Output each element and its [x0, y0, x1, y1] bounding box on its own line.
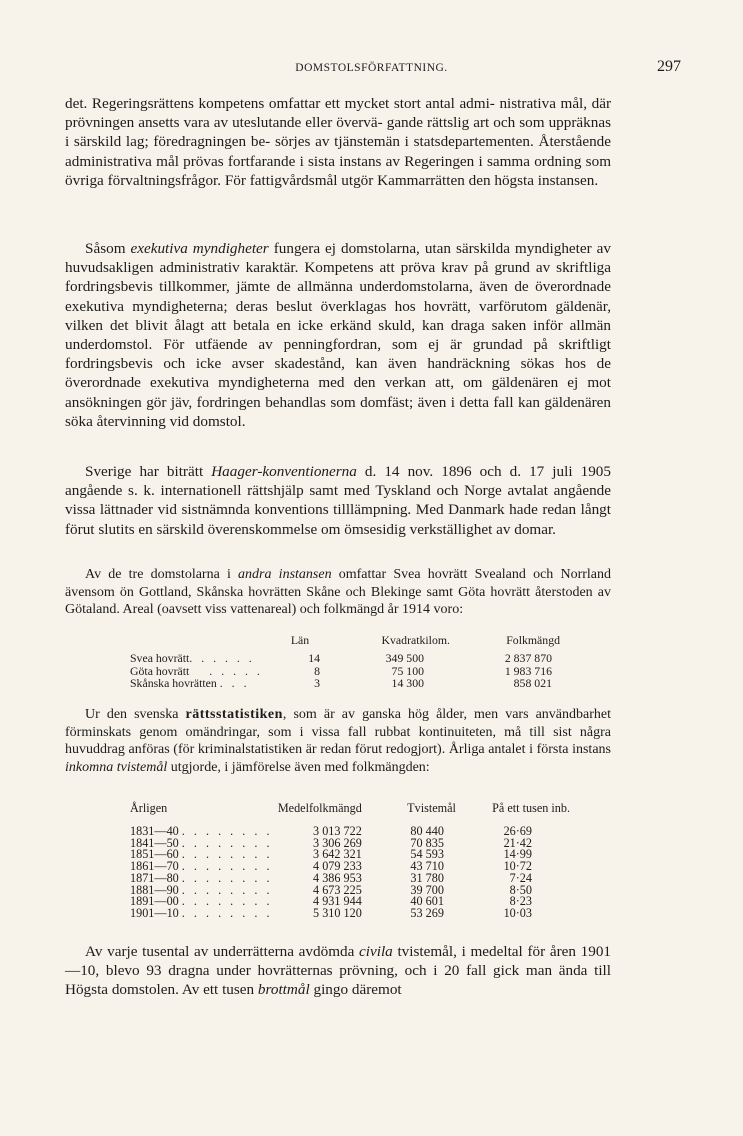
cell-per: 10·72: [503, 859, 532, 874]
cell-km: 349 500: [385, 651, 424, 665]
text-run: Sverige har biträtt: [85, 463, 212, 480]
italic-term: Haager-konventionerna: [211, 463, 357, 480]
cell-lan: 14: [308, 651, 320, 665]
paragraph-haager: [65, 462, 611, 539]
text-line: sörjes av tjänstemän i statsdepartementen. Återstående administrativa: [65, 133, 612, 170]
cell-folk: 1 983 716: [504, 663, 552, 678]
row-label: 1901—10 . . . . . . . .: [130, 905, 273, 920]
table-row: [130, 652, 560, 665]
row-label: Svea hovrätt. . . . . .: [130, 651, 255, 665]
text-run: Ur den svenska: [85, 707, 186, 722]
cell-per: 8·50: [509, 882, 532, 897]
row-label: 1891—00 . . . . . . . .: [130, 894, 273, 909]
cell-folk: 4 079 233: [313, 859, 362, 874]
cell-per: 26·69: [503, 824, 532, 838]
cell-tvist: 40 601: [410, 894, 444, 909]
text-run: utgjorde, i jämförelse även med folkmängden:: [167, 760, 430, 776]
cell-tvist: 43 710: [410, 859, 444, 874]
text-line: det. Regeringsrättens kompetens omfattar ett mycket stort antal admi-: [65, 95, 495, 112]
cell-folk: 3 013 722: [313, 824, 362, 838]
cell-lan: 3: [314, 676, 320, 690]
page-number: 297: [657, 58, 681, 75]
cell-per: 7·24: [509, 870, 532, 885]
cell-tvist: 39 700: [410, 882, 444, 897]
cell-folk: 3 306 269: [313, 835, 362, 850]
cell-per: 14·99: [503, 847, 532, 862]
italic-term: civila: [359, 943, 393, 960]
table-header-row: [130, 633, 560, 652]
text-run: Såsom: [85, 240, 131, 257]
paragraph-regeringsratt: [65, 94, 611, 190]
text-run: tvistemål, i medeltal för åren 1901—10, blevo 93 dragna under hovrätternas prövning, och i 20 fall gick man ända till Högsta domstolen. Av ett tusen: [65, 943, 612, 999]
text-run: Av varje tusental av underrätterna avdömda: [85, 943, 360, 960]
italic-term: inkomna tvistemål: [65, 760, 168, 776]
cell-folk: 4 386 953: [313, 870, 362, 885]
row-label: Göta hovrätt . . . . .: [130, 663, 263, 678]
page-header: [62, 58, 681, 84]
column-header-tvistemal: Tvistemål: [407, 801, 456, 815]
bold-term: rättsstatistiken: [185, 707, 283, 722]
cell-per: 8·23: [509, 894, 532, 909]
column-header-folk: Folkmängd: [506, 633, 560, 647]
row-label: 1851—60 . . . . . . . .: [130, 847, 273, 862]
row-label: 1841—50 . . . . . . . .: [130, 835, 273, 850]
tvistemal-table: [130, 801, 570, 920]
text-line: mål prövas fortfarande i sista instans av Regeringen i samma ordning som: [156, 152, 612, 170]
cell-per: 10·03: [503, 905, 532, 920]
text-run: Av de tre domstolarna i: [85, 567, 239, 582]
running-head: DOMSTOLSFÖRFATTNING.: [295, 62, 448, 74]
cell-tvist: 70 835: [410, 835, 444, 850]
cell-tvist: 80 440: [410, 824, 444, 838]
text-run: gingo däremot: [309, 981, 402, 999]
cell-km: 14 300: [391, 676, 424, 690]
table-row: [130, 677, 560, 690]
row-label: 1831—40 . . . . . . . .: [130, 824, 273, 838]
italic-term: andra instansen: [238, 567, 332, 582]
cell-km: 75 100: [391, 663, 424, 678]
text-line: högsta instansen.: [494, 171, 599, 189]
text-run: d. 14 nov. 1896 och d. 17 juli 1905 angående s. k. internationell rättshjälp samt med Tyskland och Norge avtalat angående vissa lättnader vid sistnämnda konventions tilllämpning. Med Danmark hade redan långt förut slutits en särskild överenskommelse om ömsesidig verkställighet av domar.: [65, 463, 611, 538]
text-run: omfattar Svea hovrätt Svealand och Norrland ävensom ön Gottland, Skånska hovrätten Skåne och Blekinge samt Göta hovrätt återstoden av Götaland. Areal (oavsett viss vattenareal) och folkmängd år 1914 voro:: [65, 567, 612, 618]
text-line: övriga förvaltningsfrågor. För fattigvårdsmål utgör Kammarrätten den: [65, 171, 491, 189]
hovratt-table: [130, 633, 560, 690]
italic-term: exekutiva myndigheter: [130, 240, 269, 257]
row-label: Skånska hovrätten . . .: [130, 676, 250, 690]
cell-folk: 2 837 870: [504, 651, 552, 665]
column-header-lan: Län: [290, 633, 310, 647]
cell-lan: 8: [314, 663, 320, 678]
row-label: 1881—90 . . . . . . . .: [130, 882, 273, 897]
cell-tvist: 54 593: [410, 847, 444, 862]
text-line: gande rättslig art och som uppräknas i särskild lag; föredragningen be-: [65, 114, 611, 151]
paragraph-rattsstatistik: [65, 706, 611, 777]
cell-folk: 3 642 321: [313, 847, 362, 862]
cell-folk: 5 310 120: [313, 905, 362, 920]
paragraph-exekutiva: [65, 239, 611, 431]
paragraph-civila-tvistemal: [65, 942, 611, 1000]
cell-folk: 858 021: [513, 676, 552, 690]
row-label: 1871—80 . . . . . . . .: [130, 870, 273, 885]
cell-tvist: 31 780: [410, 870, 444, 885]
row-label: 1861—70 . . . . . . . .: [130, 859, 273, 874]
paragraph-andra-instansen: [65, 566, 611, 619]
table-row: [130, 908, 570, 920]
text-line: nistrativa mål, där prövningen ansetts vara av uteslutande eller övervä-: [65, 95, 612, 132]
table-header-row: [130, 801, 570, 826]
column-header-blank: [130, 633, 280, 652]
cell-folk: 4 673 225: [313, 882, 362, 897]
column-header-km: Kvadratkilom.: [381, 633, 450, 647]
text-run: , som är av ganska hög ålder, men vars användbarhet förminskats genom omändringar, som i vissa fall rubbat kontinuiteten, må till sist några huvuddrag anföras (för kriminalstatistiken är redan förut redogjort). Årliga antalet i första instans: [65, 707, 611, 758]
cell-per: 21·42: [503, 835, 532, 850]
column-header-medelfolk: Medelfolkmängd: [277, 801, 362, 815]
column-header-arligen: Årligen: [130, 801, 168, 815]
cell-tvist: 53 269: [410, 905, 444, 920]
cell-folk: 4 931 944: [313, 894, 362, 909]
italic-term: brottmål: [257, 981, 310, 999]
text-run: fungera ej domstolarna, utan särskilda myndigheter av huvudsakligen administrativ karaktär. Kompetens att pröva krav på grund av skriftliga fordringsbevis tillkommer, jämte de allmänna underdomstolarna, även de överordnade exekutiva myndigheterna; deras beslut överklagas hos hovrätt, varförutom gäldenär, vilken det blivit ålagt att betala en icke erkänd skuld, kan draga saken inför allmän underdomstol. För utfäende av penningfordran, som ej är grundad på skriftligt fordringsbevis och icke avser skadestånd, kan även handräckning sökas hos de överordnade exekutiva myndigheterna med den verkan att, om gäldenären ej mot ansökningen gör jäv, fordringen behandlas som domfäst; även i detta fall kan gäldenären söka återvinning vid domstol.: [65, 240, 611, 430]
column-header-per-tusen: På ett tusen inb.: [492, 801, 570, 815]
